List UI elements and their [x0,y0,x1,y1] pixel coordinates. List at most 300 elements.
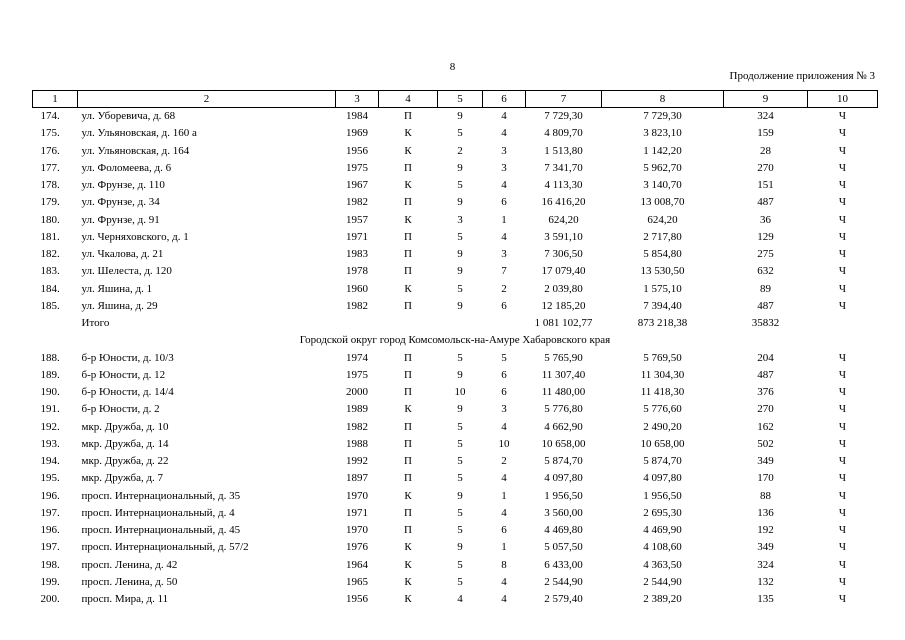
row-floors: 5 [457,506,463,519]
row-address: просп. Интернациональный, д. 45 [81,524,241,536]
row-residents: 632 [757,265,774,278]
row-number: 183. [40,265,60,278]
row-number: 180. [40,213,60,226]
col-header: 10 [808,91,878,108]
row-living-area: 5 854,80 [643,248,682,260]
row-year: 1957 [346,213,368,226]
row-residents: 151 [757,179,774,191]
total-row [33,315,878,332]
total-living: 873 218,38 [637,317,688,329]
row-year: 1956 [346,593,368,605]
row-residents: 487 [757,368,774,381]
row-residents: 135 [757,593,774,605]
row-floors: 5 [457,230,463,243]
row-address: просп. Интернациональный, д. 57/2 [81,541,249,554]
row-category: Ч [838,455,847,467]
row-total-area: 7 341,70 [544,161,583,174]
row-number: 176. [40,144,60,157]
total-group [33,315,878,350]
row-number: 195. [40,472,60,485]
row-number: 196. [40,524,60,536]
row-category: Ч [838,368,847,381]
table-row [33,453,878,470]
row-material: К [404,282,412,295]
row-category: Ч [838,282,847,295]
table-row [33,574,878,591]
row-address: ул. Фоломеева, д. 6 [81,161,172,174]
row-living-area: 5 776,60 [643,403,682,416]
row-category: Ч [838,179,847,191]
row-entrances: 8 [501,558,507,571]
section-title: Городской округ город Комсомольск-на-Амуре Хабаровского края [299,334,611,347]
row-number: 185. [40,299,60,312]
row-residents: 270 [757,403,774,416]
row-floors: 9 [457,489,463,502]
row-address: мкр. Дружба, д. 22 [81,455,169,467]
row-year: 1969 [346,127,368,140]
row-residents: 136 [757,506,774,519]
row-floors: 9 [457,368,463,381]
table-row [33,539,878,556]
row-residents: 36 [760,213,771,226]
row-entrances: 4 [501,506,507,519]
row-total-area: 7 729,30 [544,110,583,122]
row-entrances: 4 [501,110,507,122]
row-number: 181. [40,230,60,243]
row-address: ул. Яшина, д. 1 [81,282,153,295]
row-address: б-р Юности, д. 10/3 [81,351,174,364]
row-living-area: 5 962,70 [643,161,682,174]
row-year: 1975 [346,161,368,174]
row-address: просп. Мира, д. 11 [81,593,169,605]
row-total-area: 4 469,80 [544,524,583,536]
table-row [33,470,878,487]
row-material: К [404,489,412,502]
row-address: ул. Ульяновская, д. 160 а [81,127,197,140]
row-living-area: 5 874,70 [643,455,682,467]
table-row [33,401,878,418]
row-entrances: 4 [501,127,507,140]
row-category: Ч [838,213,847,226]
row-material: П [404,386,412,398]
row-living-area: 11 304,30 [640,368,685,381]
row-residents: 275 [757,248,774,260]
row-number: 174. [40,110,60,122]
row-year: 1992 [346,455,368,467]
table-row [33,229,878,246]
row-living-area: 3 140,70 [643,179,682,191]
row-entrances: 1 [501,541,507,554]
col-header: 8 [602,91,724,108]
table-row [33,143,878,160]
row-living-area: 7 394,40 [643,299,682,312]
row-number: 182. [40,248,60,260]
row-year: 2000 [346,386,368,398]
row-year: 1988 [346,437,368,450]
row-material: П [404,437,412,450]
row-floors: 5 [457,351,463,364]
row-year: 1956 [346,144,368,157]
row-total-area: 3 560,00 [544,506,583,519]
row-floors: 5 [457,437,463,450]
row-living-area: 2 544,90 [643,575,682,588]
col-header: 4 [379,91,438,108]
row-total-area: 5 874,70 [544,455,583,467]
row-living-area: 4 097,80 [643,472,682,485]
row-entrances: 6 [501,196,507,209]
row-living-area: 1 575,10 [643,282,682,295]
continuation-label: Продолжение приложения № 3 [729,70,875,82]
table-row [33,522,878,539]
table-row [33,263,878,280]
row-year: 1978 [346,265,368,278]
row-material: К [404,144,412,157]
rows-group-b [33,350,878,609]
row-residents: 89 [760,282,771,295]
row-living-area: 624,20 [647,213,678,226]
row-total-area: 12 185,20 [541,299,586,312]
row-floors: 2 [457,144,463,157]
row-living-area: 13 530,50 [640,265,685,278]
row-category: Ч [838,437,847,450]
row-material: К [404,127,412,140]
row-floors: 4 [457,593,463,605]
row-total-area: 4 097,80 [544,472,583,485]
row-category: Ч [838,558,847,571]
row-category: Ч [838,127,847,140]
row-entrances: 6 [501,386,507,398]
row-floors: 9 [457,265,463,278]
table-row [33,246,878,263]
row-category: Ч [838,593,847,605]
row-floors: 9 [457,161,463,174]
row-category: Ч [838,230,847,243]
row-total-area: 4 113,30 [544,179,583,191]
row-floors: 9 [457,248,463,260]
col-header: 9 [724,91,808,108]
row-address: ул. Фрунзе, д. 34 [81,196,160,209]
row-address: ул. Фрунзе, д. 91 [81,213,160,226]
row-residents: 162 [757,420,774,433]
row-total-area: 2 039,80 [544,282,583,295]
row-total-area: 5 057,50 [544,541,583,554]
row-material: К [404,593,412,605]
row-total-area: 5 776,80 [544,403,583,416]
row-material: П [404,368,412,381]
section-row [33,332,878,349]
row-address: ул. Уборевича, д. 68 [81,110,176,122]
row-floors: 5 [457,558,463,571]
row-floors: 3 [457,213,463,226]
row-address: ул. Ульяновская, д. 164 [81,144,190,157]
table-row [33,384,878,401]
row-total-area: 11 307,40 [541,368,586,381]
row-address: мкр. Дружба, д. 10 [81,420,169,433]
row-material: П [404,265,412,278]
row-year: 1984 [346,110,368,122]
row-residents: 502 [757,437,774,450]
row-material: К [404,213,412,226]
row-number: 190. [40,386,60,398]
total-label: Итого [81,317,110,329]
table-row [33,591,878,608]
table-row [33,212,878,229]
row-floors: 9 [457,541,463,554]
row-material: К [404,575,412,588]
table-row [33,160,878,177]
row-number: 196. [40,489,60,502]
row-year: 1960 [346,282,368,295]
row-number: 188. [40,351,60,364]
row-total-area: 1 513,80 [544,144,583,157]
row-address: просп. Интернациональный, д. 35 [81,489,241,502]
row-number: 191. [40,403,60,416]
table-row [33,488,878,505]
row-year: 1976 [346,541,368,554]
row-floors: 5 [457,179,463,191]
row-floors: 5 [457,472,463,485]
row-material: П [404,299,412,312]
row-floors: 5 [457,127,463,140]
row-floors: 10 [454,386,466,398]
row-residents: 349 [757,541,774,554]
row-living-area: 11 418,30 [640,386,685,398]
row-category: Ч [838,265,847,278]
row-year: 1982 [346,196,368,209]
row-total-area: 4 809,70 [544,127,583,140]
row-floors: 5 [457,455,463,467]
row-residents: 132 [757,575,774,588]
table-row [33,177,878,194]
row-floors: 5 [457,282,463,295]
row-category: Ч [838,351,847,364]
row-living-area: 2 717,80 [643,230,682,243]
row-material: П [404,161,412,174]
row-living-area: 10 658,00 [640,437,685,450]
row-year: 1989 [346,403,368,416]
row-residents: 204 [757,351,774,364]
row-address: б-р Юности, д. 14/4 [81,386,174,398]
row-floors: 5 [457,420,463,433]
row-number: 193. [40,437,60,450]
row-residents: 88 [760,489,771,502]
row-material: П [404,351,412,364]
row-number: 184. [40,282,60,295]
row-address: ул. Яшина, д. 29 [81,299,158,312]
row-address: мкр. Дружба, д. 7 [81,472,164,485]
row-category: Ч [838,299,847,312]
row-entrances: 7 [501,265,507,278]
row-year: 1971 [346,506,368,519]
row-residents: 349 [757,455,774,467]
row-category: Ч [838,420,847,433]
table-row [33,505,878,522]
row-entrances: 3 [501,248,507,260]
row-living-area: 7 729,30 [643,110,682,122]
row-material: К [404,541,412,554]
row-year: 1897 [346,472,368,485]
row-living-area: 4 363,50 [643,558,682,571]
row-material: К [404,179,412,191]
col-header: 3 [336,91,379,108]
row-residents: 159 [757,127,774,140]
table-row [33,298,878,315]
row-entrances: 6 [501,299,507,312]
row-residents: 324 [757,558,774,571]
row-material: П [404,506,412,519]
row-total-area: 3 591,10 [544,230,583,243]
row-floors: 9 [457,403,463,416]
row-year: 1982 [346,420,368,433]
row-living-area: 4 469,90 [643,524,682,536]
col-header: 5 [438,91,483,108]
row-material: К [404,403,412,416]
row-category: Ч [838,472,847,485]
row-category: Ч [838,144,847,157]
row-category: Ч [838,403,847,416]
row-category: Ч [838,248,847,260]
row-residents: 192 [757,524,774,536]
row-entrances: 1 [501,489,507,502]
row-number: 200. [40,593,60,605]
col-header: 2 [78,91,336,108]
row-material: П [404,248,412,260]
row-year: 1975 [346,368,368,381]
row-number: 189. [40,368,60,381]
row-material: К [404,558,412,571]
row-number: 198. [40,558,60,571]
row-entrances: 6 [501,524,507,536]
row-material: П [404,230,412,243]
row-category: Ч [838,196,847,209]
table-row [33,367,878,384]
row-category: Ч [838,575,847,588]
col-header: 1 [33,91,78,108]
row-total-area: 1 956,50 [544,489,583,502]
row-floors: 9 [457,110,463,122]
row-living-area: 3 823,10 [643,127,682,140]
row-address: ул. Фрунзе, д. 110 [81,179,165,191]
row-total-area: 2 544,90 [544,575,583,588]
row-floors: 5 [457,575,463,588]
row-total-area: 624,20 [548,213,579,226]
row-entrances: 3 [501,144,507,157]
row-entrances: 1 [501,213,507,226]
row-category: Ч [838,524,847,536]
row-living-area: 4 108,60 [643,541,682,554]
row-floors: 9 [457,196,463,209]
row-number: 178. [40,179,60,191]
row-year: 1983 [346,248,368,260]
row-residents: 270 [757,161,774,174]
row-total-area: 16 416,20 [541,196,586,209]
table-row [33,419,878,436]
row-number: 194. [40,455,60,467]
rows-group-a [33,108,878,316]
row-residents: 487 [757,299,774,312]
row-material: П [404,472,412,485]
row-address: просп. Интернациональный, д. 4 [81,506,235,519]
row-entrances: 4 [501,472,507,485]
table-row [33,194,878,211]
row-entrances: 4 [501,230,507,243]
row-entrances: 4 [501,420,507,433]
row-entrances: 10 [498,437,510,450]
row-total-area: 10 658,00 [541,437,586,450]
row-number: 177. [40,161,60,174]
row-number: 192. [40,420,60,433]
row-total-area: 2 579,40 [544,593,583,605]
row-entrances: 6 [501,368,507,381]
col-header: 7 [526,91,602,108]
row-living-area: 1 142,20 [643,144,682,157]
row-year: 1982 [346,299,368,312]
row-living-area: 2 695,30 [643,506,682,519]
row-entrances: 2 [501,282,507,295]
page-number: 8 [449,61,456,73]
row-living-area: 13 008,70 [640,196,685,209]
row-year: 1970 [346,489,368,502]
row-residents: 376 [757,386,774,398]
row-year: 1965 [346,575,368,588]
row-total-area: 7 306,50 [544,248,583,260]
row-residents: 324 [757,110,774,122]
row-material: П [404,420,412,433]
row-living-area: 1 956,50 [643,489,682,502]
row-address: просп. Ленина, д. 50 [81,575,178,588]
row-address: просп. Ленина, д. 42 [81,558,178,571]
row-material: П [404,524,412,536]
row-address: ул. Шелеста, д. 120 [81,265,172,278]
row-material: П [404,110,412,122]
row-year: 1970 [346,524,368,536]
row-floors: 5 [457,524,463,536]
table-row [33,350,878,367]
row-number: 197. [40,506,60,519]
row-category: Ч [838,489,847,502]
row-number: 175. [40,127,60,140]
row-entrances: 3 [501,161,507,174]
table-row [33,436,878,453]
table-row [33,108,878,126]
row-entrances: 3 [501,403,507,416]
row-material: П [404,196,412,209]
row-number: 197. [40,541,60,554]
row-living-area: 2 389,20 [643,593,682,605]
row-total-area: 6 433,00 [544,558,583,571]
row-residents: 170 [757,472,774,485]
header-row [33,91,878,108]
row-total-area: 17 079,40 [541,265,586,278]
row-address: б-р Юности, д. 12 [81,368,166,381]
row-entrances: 5 [501,351,507,364]
row-category: Ч [838,541,847,554]
row-entrances: 4 [501,593,507,605]
housing-table [32,90,878,608]
table-row [33,281,878,298]
row-number: 199. [40,575,60,588]
row-total-area: 4 662,90 [544,420,583,433]
total-area: 1 081 102,77 [534,317,593,329]
table-row [33,125,878,142]
row-address: ул. Черняховского, д. 1 [81,230,189,243]
row-residents: 129 [757,230,774,243]
total-residents: 35832 [751,317,780,329]
row-address: б-р Юности, д. 2 [81,403,160,416]
row-address: ул. Чкалова, д. 21 [81,248,164,260]
row-category: Ч [838,110,847,122]
row-year: 1964 [346,558,368,571]
